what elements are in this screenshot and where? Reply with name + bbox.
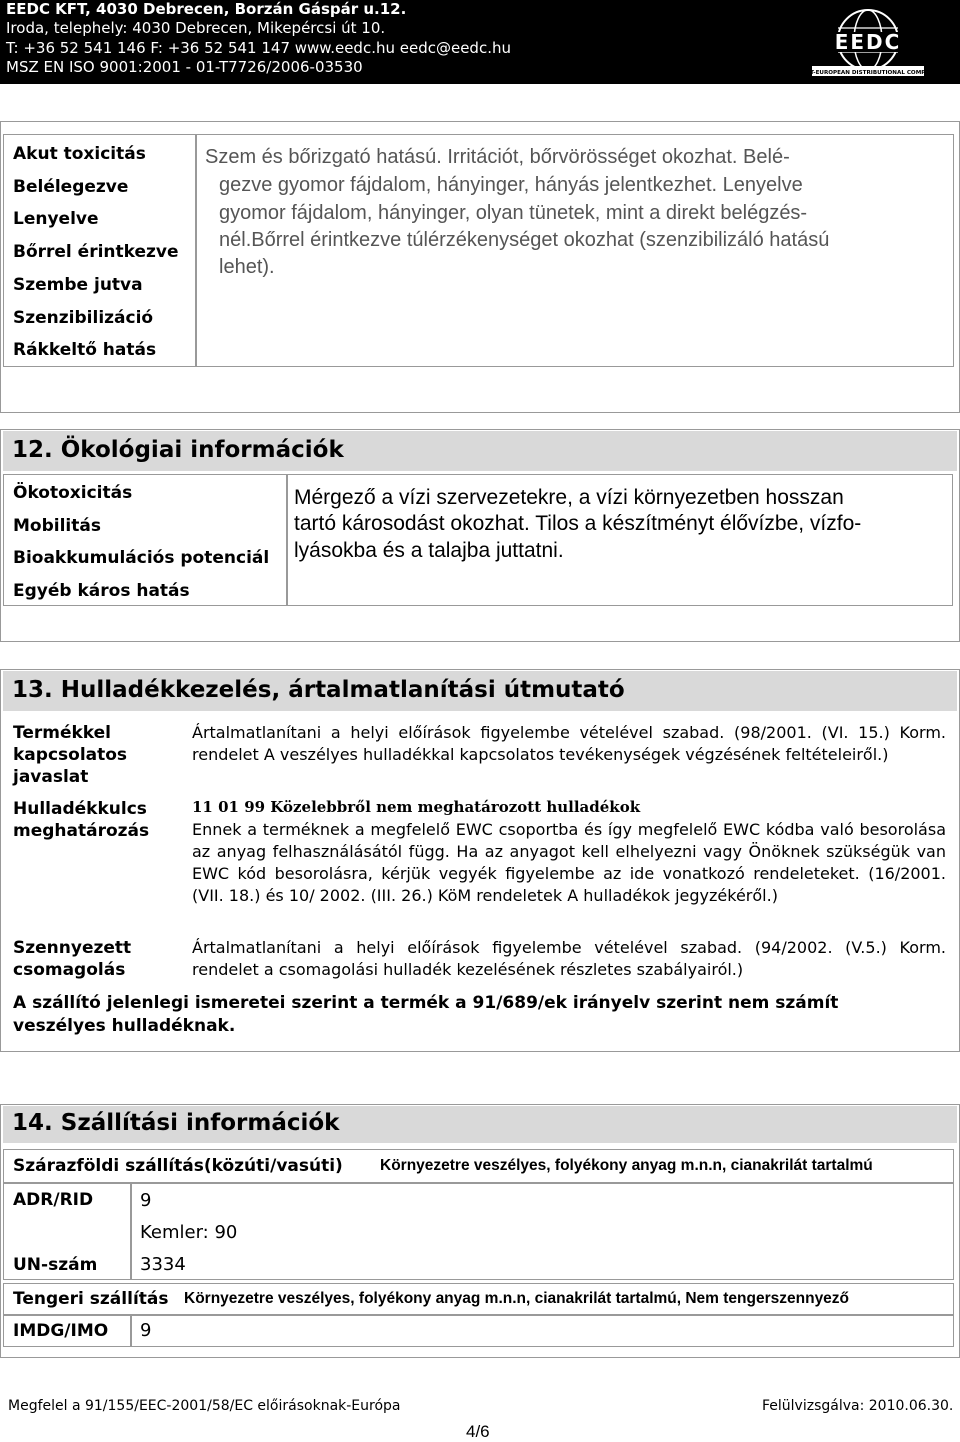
toxicology-text-cell xyxy=(196,134,954,367)
disposal-text-product: Ártalmatlanítani a helyi előírások figyelembe vételével szabad. (98/2001. (VI. 15.) Korm. rendelet A veszélyes hulladékkal kapcsolatos tevékenységek végzésének feltételeiről.) xyxy=(192,723,946,764)
packaging-text: Ártalmatlanítani a helyi előírások figyelembe vételével szabad. (94/2002. (V.5.) Korm. rendelet a csomagolási hulladék kezelésének részletes szabályairól.) xyxy=(192,938,946,979)
label-contaminated-packaging: Szennyezett csomagolás xyxy=(13,938,132,980)
non-hazardous-statement: A szállító jelenlegi ismeretei szerint a termék a 91/689/ek irányelv szerint nem számít veszélyes hulladéknak. xyxy=(13,993,839,1036)
un-number-value: 3334 xyxy=(140,1254,186,1275)
imdg-value-cell xyxy=(131,1315,954,1347)
section-12-title-bar xyxy=(3,431,957,471)
page-number: 4/6 xyxy=(466,1422,490,1441)
eco-text-line: tartó károsodást okozhat. Tilos a készítményt élővízbe, vízfo- xyxy=(294,512,862,535)
tox-text-line: lehet). xyxy=(219,256,275,278)
label-ecotoxicity: Ökotoxicitás xyxy=(13,483,133,503)
document-header xyxy=(0,0,960,84)
label-adr-rid: ADR/RID xyxy=(13,1190,94,1210)
iso-certificate: MSZ EN ISO 9001:2001 - 01-T7726/2006-03530 xyxy=(6,58,363,76)
label-un-number: UN-szám xyxy=(13,1255,98,1275)
label-eye-contact: Szembe jutva xyxy=(13,275,143,295)
tox-text-line: gezve gyomor fájdalom, hányinger, hányás jelentkezhet. Lenyelve xyxy=(219,174,803,196)
tox-text-line: nél.Bőrrel érintkezve túlérzékenységet okozhat (szenzibilizáló hatású xyxy=(219,229,830,251)
section-14-title: 14. Szállítási információk xyxy=(12,1110,340,1136)
label-product-recommendation: Termékkel kapcsolatos javaslat xyxy=(13,723,128,787)
imdg-label-cell xyxy=(3,1315,131,1347)
section-12-title: 12. Ökológiai információk xyxy=(12,437,344,463)
label-inhalation: Belélegezve xyxy=(13,177,129,197)
eco-labels-cell xyxy=(3,474,287,606)
label-imdg-imo: IMDG/IMO xyxy=(13,1321,109,1341)
label-skin-contact: Bőrrel érintkezve xyxy=(13,242,179,262)
label-mobility: Mobilitás xyxy=(13,516,101,536)
eco-text-line: Mérgező a vízi szervezetekre, a vízi környezetben hosszan xyxy=(294,486,844,509)
land-transport-row xyxy=(3,1149,954,1183)
company-office: Iroda, telephely: 4030 Debrecen, Mikepércsi út 10. xyxy=(6,19,386,37)
label-waste-code: Hulladékkulcs meghatározás xyxy=(13,799,150,841)
footer-revision-date: Felülvizsgálva: 2010.06.30. xyxy=(762,1398,954,1414)
svg-text:EAST-EUROPEAN DISTRIBUTIONAL C: EAST-EUROPEAN DISTRIBUTIONAL COMPANY xyxy=(798,70,938,76)
adr-rid-value: 9 xyxy=(140,1190,152,1211)
company-name: EEDC KFT, 4030 Debrecen, Borzán Gáspár u.12. xyxy=(6,0,407,18)
tox-text-line: gyomor fájdalom, hányinger, olyan tünetek, mint a direkt belégzés- xyxy=(219,202,808,224)
eco-text-line: lyásokba és a talajba juttatni. xyxy=(294,539,564,562)
section-13-title: 13. Hulladékkezelés, ártalmatlanítási útmutató xyxy=(12,677,625,703)
sea-transport-row xyxy=(3,1283,954,1315)
eco-text-cell xyxy=(287,474,953,606)
svg-text:EEDC: EEDC xyxy=(834,30,902,54)
label-other-effects: Egyéb káros hatás xyxy=(13,581,190,601)
company-contact: T: +36 52 541 146 F: +36 52 541 147 www.eedc.hu eedc@eedc.hu xyxy=(6,39,511,57)
label-acute-toxicity: Akut toxicitás xyxy=(13,144,146,164)
footer-compliance: Megfelel a 91/155/EEC-2001/58/EC előirásoknak-Európa xyxy=(8,1398,401,1414)
kemler-value: Kemler: 90 xyxy=(140,1222,238,1243)
label-bioaccumulation: Bioakkumulációs potenciál xyxy=(13,548,270,568)
tox-text-line: Szem és bőrizgató hatású. Irritációt, bőrvörösséget okozhat. Belé- xyxy=(205,146,790,168)
toxicology-labels-cell xyxy=(3,134,196,367)
label-land-transport: Szárazföldi szállítás(közúti/vasúti) xyxy=(13,1156,343,1176)
waste-code-text: Ennek a terméknek a megfelelő EWC csoportba és így megfelelő EWC kódba való besorolása az anyag felhasználásától függ. Ha az anyagot kell elhelyezni vagy Önöknek szükségük van EWC kód besorolásra, kérjük vegyék figyelembe az ide vonatkozó rendeleteket. (16/2001. (VII. 18.) és 10/ 2002. (III. 26.) KöM rendeletek A hulladékok jegyzékéről.) xyxy=(192,820,946,905)
sea-transport-value: Környezetre veszélyes, folyékony anyag m.n.n, cianakrilát tartalmú, Nem tengerszennyező xyxy=(184,1290,850,1307)
waste-code: 11 01 99 Közelebbről nem meghatározott hulladékok xyxy=(192,798,641,816)
adr-value-cell xyxy=(131,1183,954,1280)
label-sensitization: Szenzibilizáció xyxy=(13,308,154,328)
label-carcinogenicity: Rákkeltő hatás xyxy=(13,340,157,360)
section-13-title-bar xyxy=(3,671,957,711)
label-sea-transport: Tengeri szállítás xyxy=(13,1289,169,1309)
land-transport-value: Környezetre veszélyes, folyékony anyag m.n.n, cianakrilát tartalmú xyxy=(380,1157,873,1174)
label-ingestion: Lenyelve xyxy=(13,209,99,229)
imdg-imo-value: 9 xyxy=(140,1320,152,1341)
section-14-title-bar xyxy=(3,1106,957,1143)
adr-label-cell xyxy=(3,1183,131,1280)
eedc-logo xyxy=(798,6,938,78)
